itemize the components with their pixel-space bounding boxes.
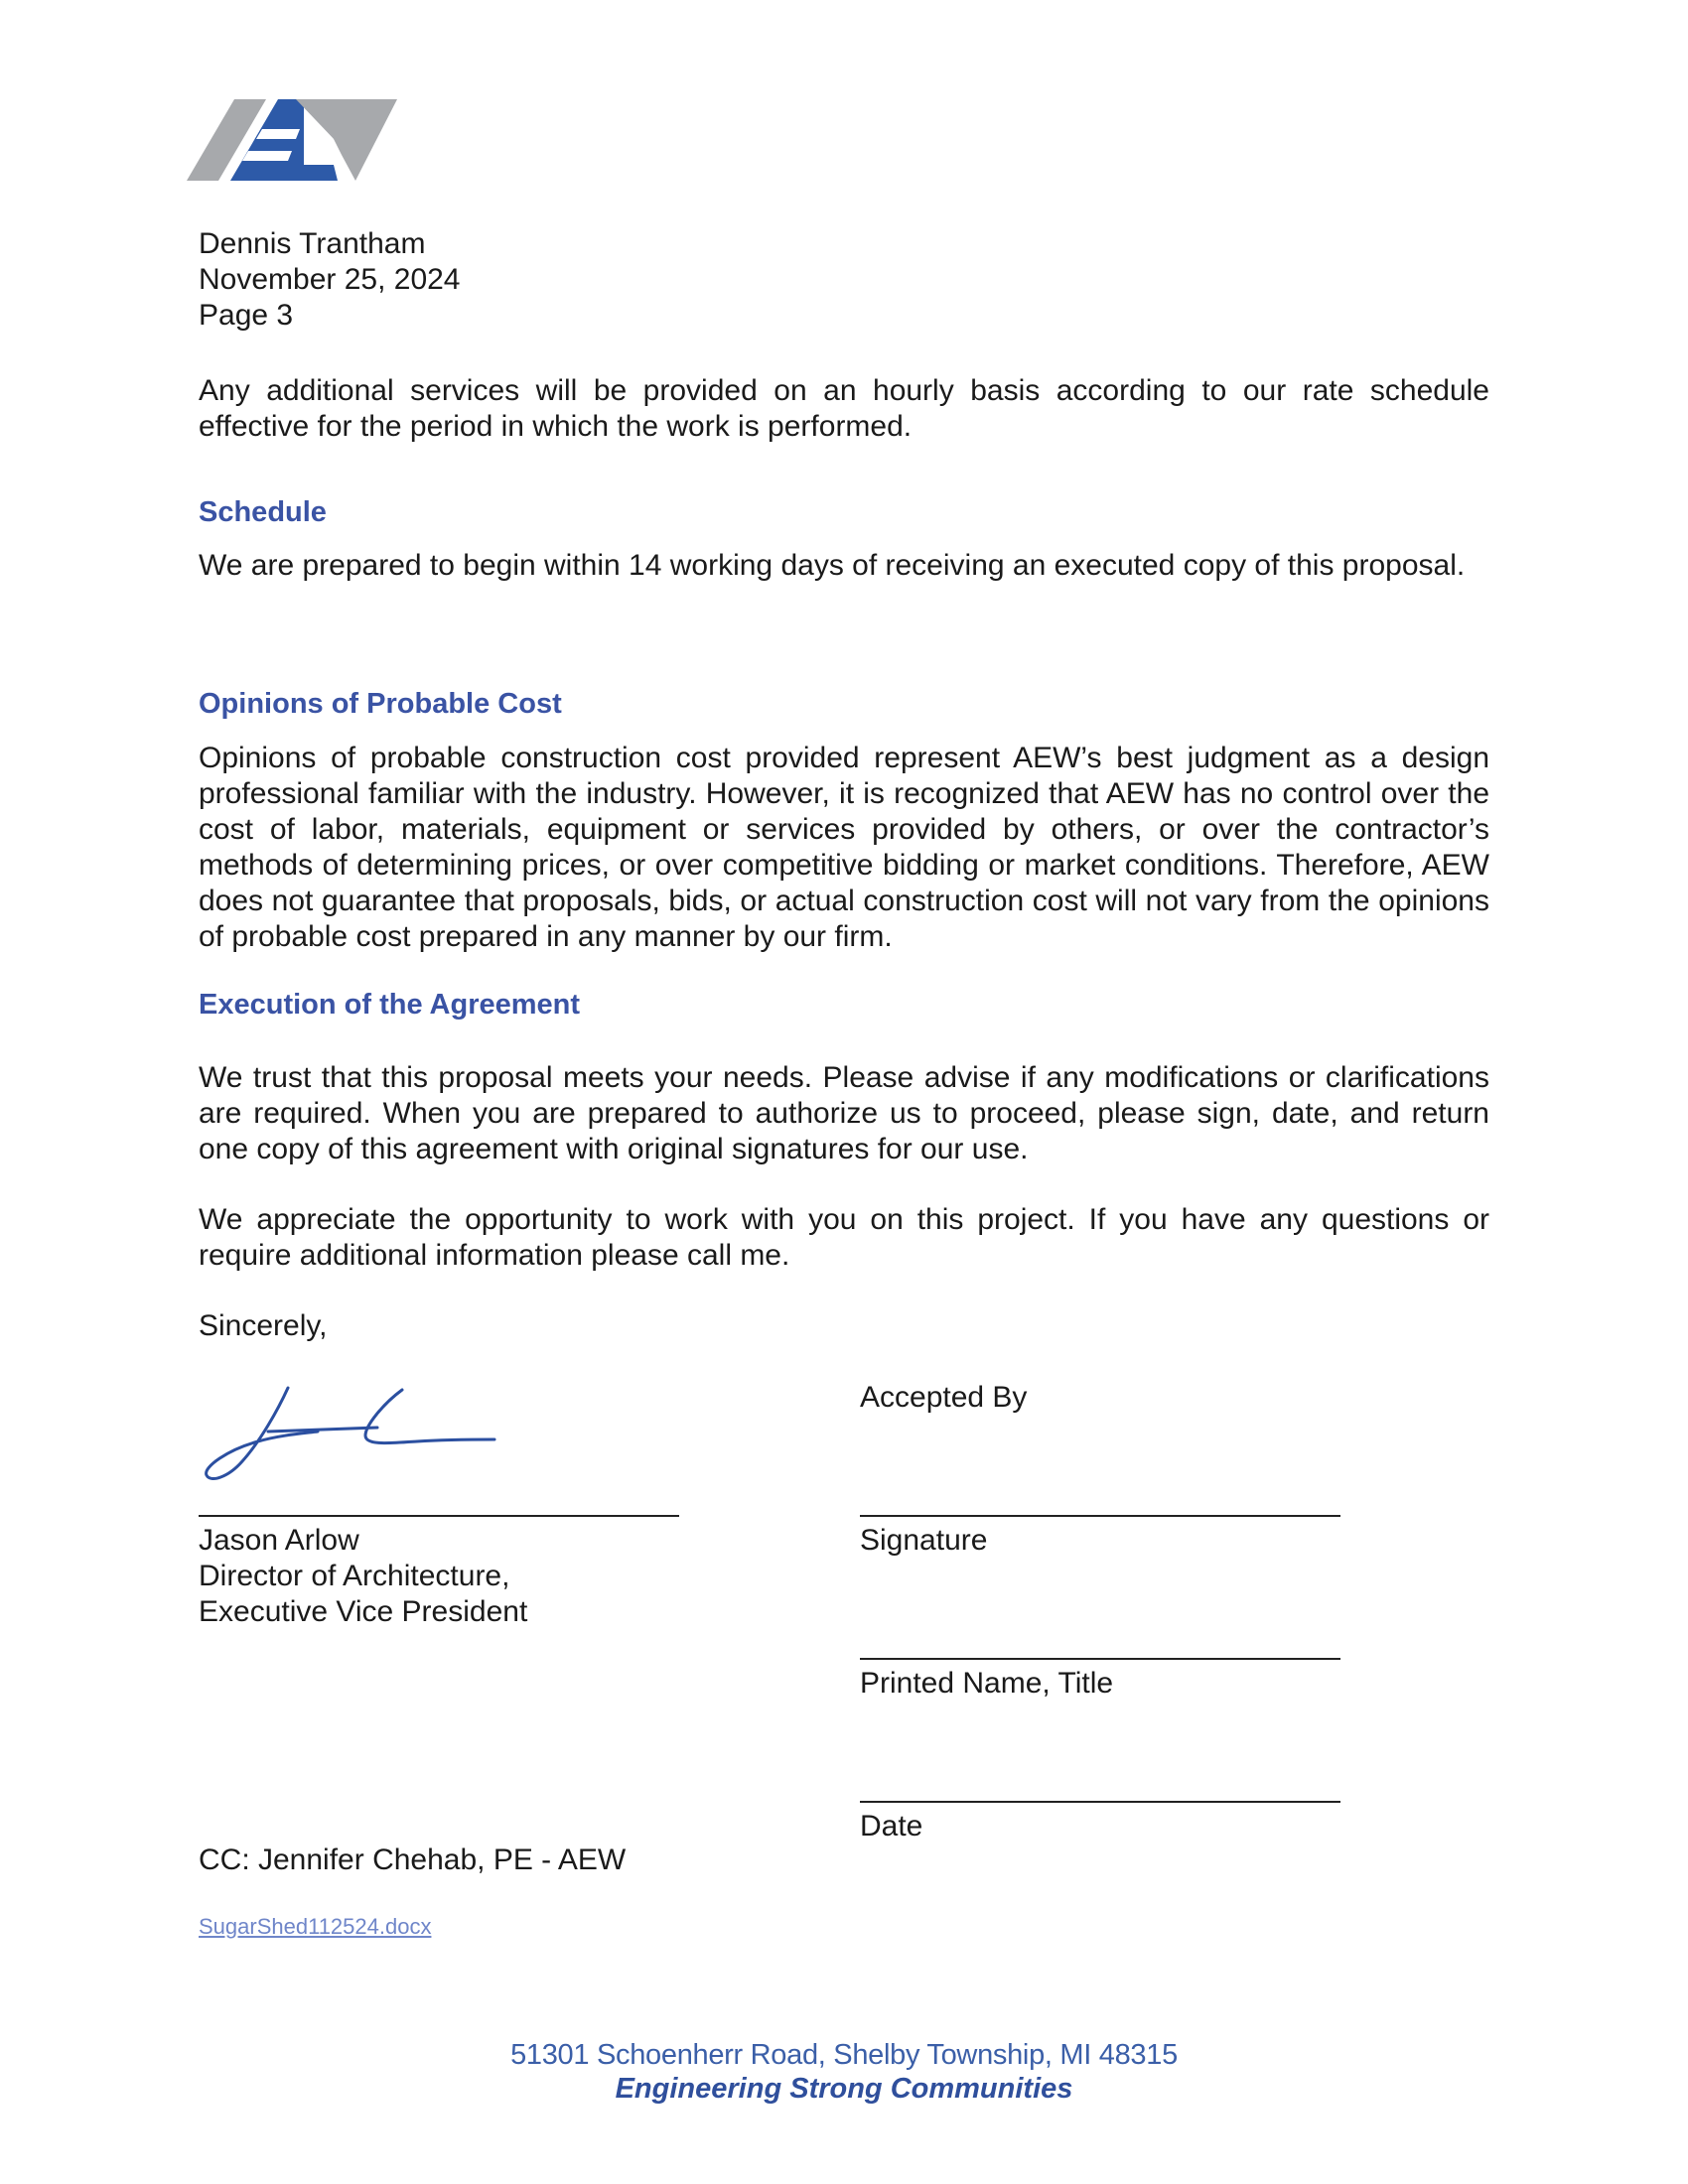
signer-name: Jason Arlow <box>199 1524 359 1557</box>
cc-line: CC: Jennifer Chehab, PE - AEW <box>199 1843 627 1876</box>
execution-paragraph: We trust that this proposal meets your needs. Please advise if any modifications or clarifications are required. When you are prepared to authorize us to proceed, please sign, date, and return one copy of this agreement with original signatures for our use. <box>199 1061 1489 1165</box>
schedule-paragraph: We are prepared to begin within 14 working days of receiving an executed copy of this proposal. <box>199 549 1466 582</box>
cost-paragraph: Opinions of probable construction cost provided represent AEW’s best judgment as a design professional familiar with the industry. However, it is recognized that AEW has no control over the cost of labor, materials, equipment or services provided by others, or over the contractor’s methods of determining prices, or over competitive bidding or market conditions. Therefore, AEW does not guarantee that proposals, bids, or actual construction cost will not vary from the opinions of probable cost prepared in any manner by our firm. <box>199 742 1489 953</box>
signature-line-left <box>199 1515 679 1517</box>
date-line <box>860 1801 1340 1803</box>
signature-label: Signature <box>860 1524 988 1557</box>
file-link[interactable]: SugarShed112524.docx <box>199 1914 432 1939</box>
signer-title-1: Director of Architecture, <box>199 1560 510 1592</box>
letter-date: November 25, 2024 <box>199 263 461 296</box>
intro-paragraph: Any additional services will be provided on an hourly basis according to our rate schedule effective for the period in which the work is performed. <box>199 374 1489 443</box>
footer-address: 51301 Schoenherr Road, Shelby Township, MI 48315 <box>510 2039 1178 2071</box>
execution-heading: Execution of the Agreement <box>199 989 581 1021</box>
date-label: Date <box>860 1810 923 1843</box>
appreciation-paragraph: We appreciate the opportunity to work with you on this project. If you have any questions or require additional information please call me. <box>199 1203 1489 1272</box>
acceptance-signature-line <box>860 1515 1340 1517</box>
aew-logo <box>187 95 400 183</box>
footer-tagline: Engineering Strong Communities <box>615 2073 1073 2105</box>
printed-name-line <box>860 1658 1340 1660</box>
recipient-name: Dennis Trantham <box>199 227 426 260</box>
handwritten-signature <box>199 1380 506 1489</box>
accepted-by-label: Accepted By <box>860 1381 1028 1414</box>
schedule-heading: Schedule <box>199 496 327 528</box>
signer-title-2: Executive Vice President <box>199 1595 528 1628</box>
page-number: Page 3 <box>199 299 294 332</box>
cost-heading: Opinions of Probable Cost <box>199 688 562 720</box>
closing-salutation: Sincerely, <box>199 1309 328 1342</box>
printed-name-label: Printed Name, Title <box>860 1667 1114 1700</box>
